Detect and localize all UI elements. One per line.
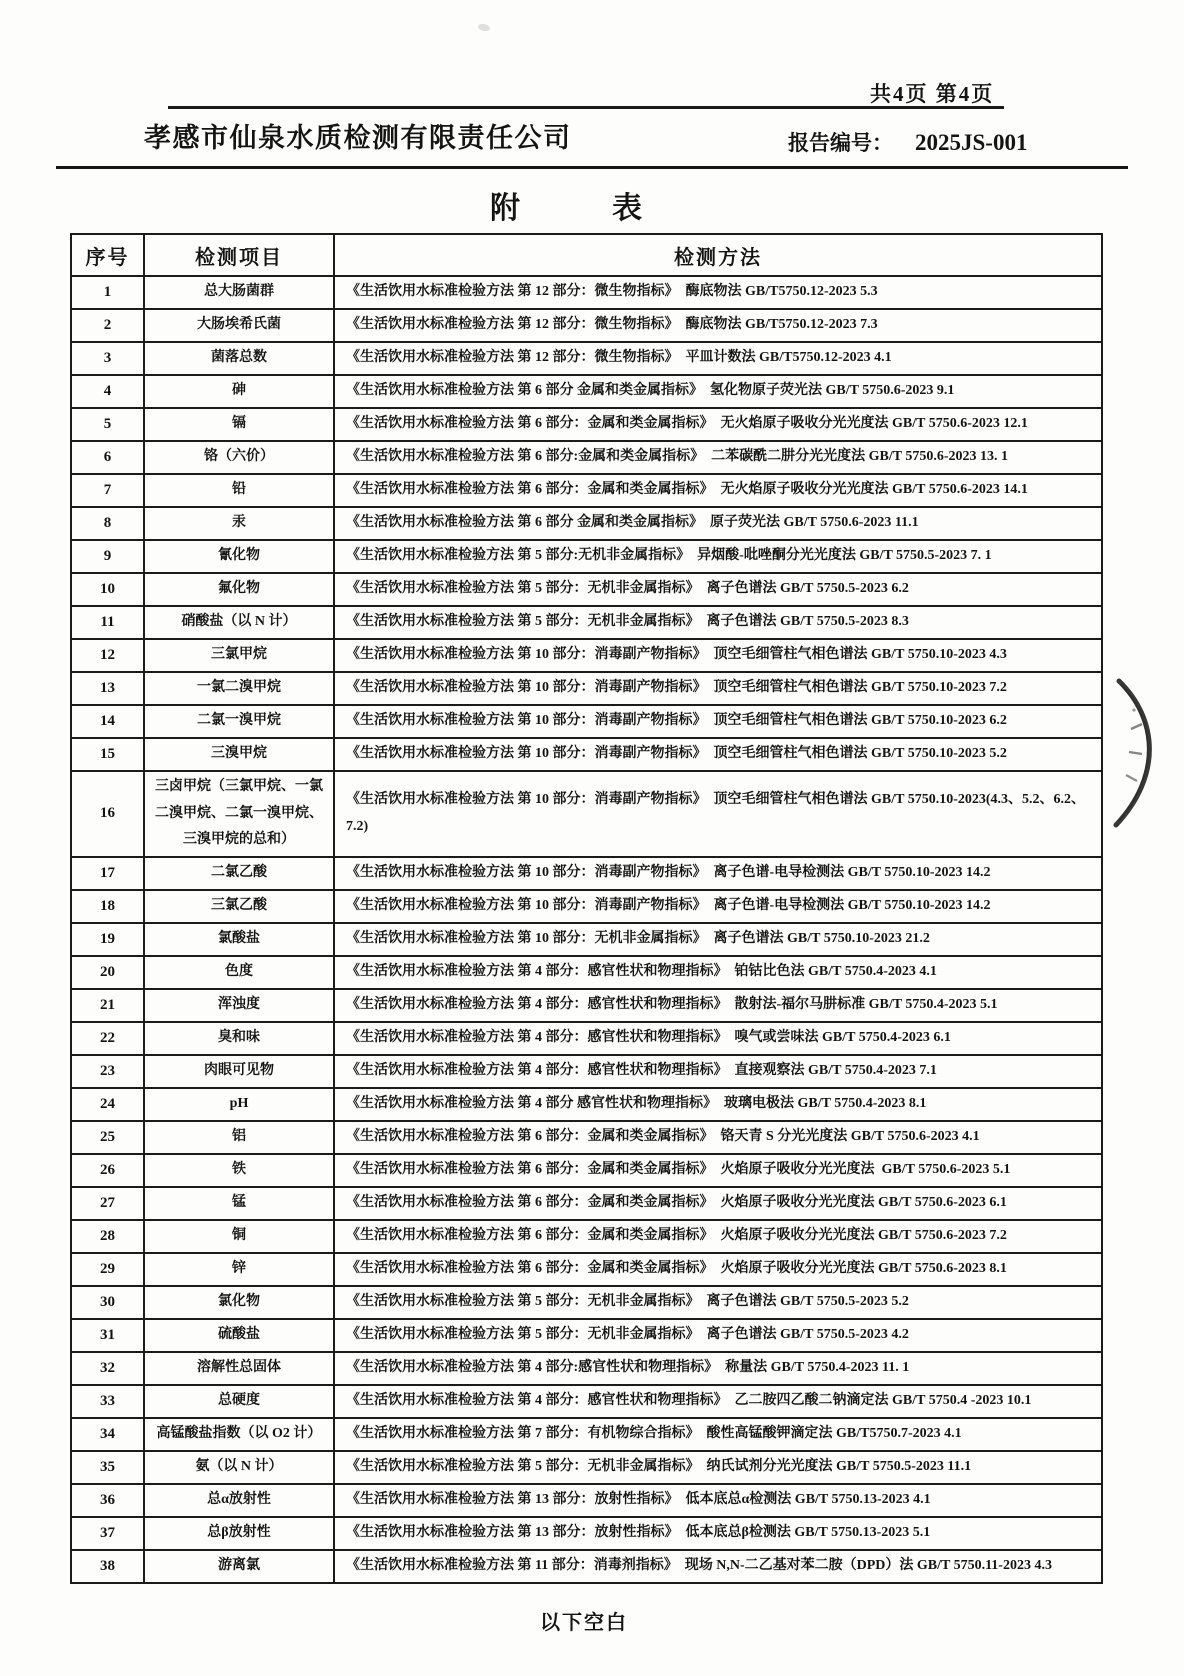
test-method: 《生活饮用水标准检验方法 第 4 部分：感官性状和物理指标》 铂钴比色法 GB/T 5750.4-2023 4.1 — [334, 956, 1102, 989]
test-item-name: 砷 — [144, 375, 334, 408]
table-row — [71, 771, 1102, 857]
test-method: 《生活饮用水标准检验方法 第 11 部分：消毒剂指标》 现场 N,N-二乙基对苯二胺（DPD）法 GB/T 5750.11-2023 4.3 — [334, 1550, 1102, 1583]
table-row — [71, 1451, 1102, 1484]
row-number: 24 — [71, 1088, 144, 1121]
test-method: 《生活饮用水标准检验方法 第 10 部分：消毒副产物指标》 顶空毛细管柱气相色谱法 GB/T 5750.10-2023 6.2 — [334, 705, 1102, 738]
test-method: 《生活饮用水标准检验方法 第 10 部分：消毒副产物指标》 顶空毛细管柱气相色谱法 GB/T 5750.10-2023 4.3 — [334, 639, 1102, 672]
test-item-name: 总β放射性 — [144, 1517, 334, 1550]
test-method: 《生活饮用水标准检验方法 第 5 部分：无机非金属指标》 离子色谱法 GB/T 5750.5-2023 5.2 — [334, 1286, 1102, 1319]
test-method: 《生活饮用水标准检验方法 第 12 部分：微生物指标》 平皿计数法 GB/T5750.12-2023 4.1 — [334, 342, 1102, 375]
test-method: 《生活饮用水标准检验方法 第 6 部分：金属和类金属指标》 无火焰原子吸收分光光度法 GB/T 5750.6-2023 12.1 — [334, 408, 1102, 441]
table-row — [71, 1484, 1102, 1517]
row-number: 27 — [71, 1187, 144, 1220]
column-header-no: 序号 — [71, 234, 144, 276]
table-row — [71, 1220, 1102, 1253]
table-row — [71, 375, 1102, 408]
table-row — [71, 738, 1102, 771]
table-row — [71, 956, 1102, 989]
table-row — [71, 923, 1102, 956]
test-method: 《生活饮用水标准检验方法 第 6 部分：金属和类金属指标》 火焰原子吸收分光光度法 GB/T 5750.6-2023 5.1 — [334, 1154, 1102, 1187]
row-number: 31 — [71, 1319, 144, 1352]
test-item-name: 二氯一溴甲烷 — [144, 705, 334, 738]
table-row — [71, 672, 1102, 705]
test-method: 《生活饮用水标准检验方法 第 5 部分：无机非金属指标》 离子色谱法 GB/T 5750.5-2023 6.2 — [334, 573, 1102, 606]
test-method: 《生活饮用水标准检验方法 第 6 部分：金属和类金属指标》 火焰原子吸收分光光度法 GB/T 5750.6-2023 7.2 — [334, 1220, 1102, 1253]
test-item-name: 三卤甲烷（三氯甲烷、一氯二溴甲烷、二氯一溴甲烷、三溴甲烷的总和） — [144, 771, 334, 857]
test-item-name: 三氯甲烷 — [144, 639, 334, 672]
table-row — [71, 1022, 1102, 1055]
column-header-method: 检测方法 — [334, 234, 1102, 276]
row-number: 3 — [71, 342, 144, 375]
test-item-name: 菌落总数 — [144, 342, 334, 375]
test-item-name: 三氯乙酸 — [144, 890, 334, 923]
table-row — [71, 639, 1102, 672]
test-item-name: 铜 — [144, 1220, 334, 1253]
row-number: 23 — [71, 1055, 144, 1088]
row-number: 6 — [71, 441, 144, 474]
page-title — [490, 183, 642, 227]
test-method: 《生活饮用水标准检验方法 第 5 部分：无机非金属指标》 离子色谱法 GB/T 5750.5-2023 4.2 — [334, 1319, 1102, 1352]
report-number-value: 2025JS-001 — [915, 130, 1028, 155]
report-number-line — [788, 127, 1027, 157]
test-item-name: 锌 — [144, 1253, 334, 1286]
test-item-name: 氯化物 — [144, 1286, 334, 1319]
test-method: 《生活饮用水标准检验方法 第 6 部分 金属和类金属指标》 氢化物原子荧光法 GB/T 5750.6-2023 9.1 — [334, 375, 1102, 408]
test-method: 《生活饮用水标准检验方法 第 4 部分：感官性状和物理指标》 嗅气或尝味法 GB/T 5750.4-2023 6.1 — [334, 1022, 1102, 1055]
table-row — [71, 540, 1102, 573]
row-number: 21 — [71, 989, 144, 1022]
row-number: 18 — [71, 890, 144, 923]
test-item-name: 总α放射性 — [144, 1484, 334, 1517]
page-title-char-2: 表 — [612, 192, 642, 225]
test-item-name: 铁 — [144, 1154, 334, 1187]
table-row — [71, 342, 1102, 375]
table-row — [71, 1385, 1102, 1418]
row-number: 20 — [71, 956, 144, 989]
test-item-name: 游离氯 — [144, 1550, 334, 1583]
column-header-item: 检测项目 — [144, 234, 334, 276]
table-row — [71, 507, 1102, 540]
row-number: 37 — [71, 1517, 144, 1550]
test-item-name: 高锰酸盐指数（以 O2 计） — [144, 1418, 334, 1451]
test-method: 《生活饮用水标准检验方法 第 10 部分：消毒副产物指标》 顶空毛细管柱气相色谱法 GB/T 5750.10-2023 5.2 — [334, 738, 1102, 771]
table-row — [71, 1253, 1102, 1286]
header-divider-top — [168, 106, 1004, 109]
table-row — [71, 1319, 1102, 1352]
test-item-name: 色度 — [144, 956, 334, 989]
row-number: 7 — [71, 474, 144, 507]
table-row — [71, 1286, 1102, 1319]
test-item-name: 铅 — [144, 474, 334, 507]
test-method: 《生活饮用水标准检验方法 第 4 部分：感官性状和物理指标》 乙二胺四乙酸二钠滴定法 GB/T 5750.4 -2023 10.1 — [334, 1385, 1102, 1418]
row-number: 38 — [71, 1550, 144, 1583]
test-method: 《生活饮用水标准检验方法 第 5 部分：无机非金属指标》 离子色谱法 GB/T 5750.5-2023 8.3 — [334, 606, 1102, 639]
table-row — [71, 1187, 1102, 1220]
test-method: 《生活饮用水标准检验方法 第 5 部分：无机非金属指标》 纳氏试剂分光光度法 GB/T 5750.5-2023 11.1 — [334, 1451, 1102, 1484]
test-item-name: 总大肠菌群 — [144, 276, 334, 309]
test-item-name: 二氯乙酸 — [144, 857, 334, 890]
test-method: 《生活饮用水标准检验方法 第 6 部分:金属和类金属指标》 二苯碳酰二肼分光光度法 GB/T 5750.6-2023 13. 1 — [334, 441, 1102, 474]
row-number: 26 — [71, 1154, 144, 1187]
test-item-name: 氟化物 — [144, 573, 334, 606]
row-number: 17 — [71, 857, 144, 890]
row-number: 22 — [71, 1022, 144, 1055]
table-row — [71, 989, 1102, 1022]
row-number: 34 — [71, 1418, 144, 1451]
row-number: 15 — [71, 738, 144, 771]
row-number: 25 — [71, 1121, 144, 1154]
row-number: 30 — [71, 1286, 144, 1319]
table-row — [71, 1154, 1102, 1187]
row-number: 8 — [71, 507, 144, 540]
test-method: 《生活饮用水标准检验方法 第 13 部分：放射性指标》 低本底总β检测法 GB/T 5750.13-2023 5.1 — [334, 1517, 1102, 1550]
table-row — [71, 441, 1102, 474]
row-number: 29 — [71, 1253, 144, 1286]
test-item-name: 硫酸盐 — [144, 1319, 334, 1352]
test-method: 《生活饮用水标准检验方法 第 13 部分：放射性指标》 低本底总α检测法 GB/T 5750.13-2023 4.1 — [334, 1484, 1102, 1517]
test-method: 《生活饮用水标准检验方法 第 4 部分:感官性状和物理指标》 称量法 GB/T 5750.4-2023 11. 1 — [334, 1352, 1102, 1385]
test-item-name: 镉 — [144, 408, 334, 441]
test-item-name: 三溴甲烷 — [144, 738, 334, 771]
table-row — [71, 573, 1102, 606]
test-method: 《生活饮用水标准检验方法 第 4 部分：感官性状和物理指标》 散射法-福尔马肼标准 GB/T 5750.4-2023 5.1 — [334, 989, 1102, 1022]
row-number: 35 — [71, 1451, 144, 1484]
test-item-name: 一氯二溴甲烷 — [144, 672, 334, 705]
test-item-name: 氨（以 N 计） — [144, 1451, 334, 1484]
test-item-name: 氯酸盐 — [144, 923, 334, 956]
test-method: 《生活饮用水标准检验方法 第 12 部分：微生物指标》 酶底物法 GB/T5750.12-2023 7.3 — [334, 309, 1102, 342]
row-number: 11 — [71, 606, 144, 639]
test-item-name: pH — [144, 1088, 334, 1121]
partial-seal-stamp-icon — [1104, 672, 1178, 836]
test-methods-table — [70, 233, 1103, 1584]
row-number: 28 — [71, 1220, 144, 1253]
report-number-label: 报告编号： — [788, 132, 893, 155]
test-item-name: 锰 — [144, 1187, 334, 1220]
table-row — [71, 1121, 1102, 1154]
test-method: 《生活饮用水标准检验方法 第 6 部分：金属和类金属指标》 火焰原子吸收分光光度法 GB/T 5750.6-2023 8.1 — [334, 1253, 1102, 1286]
test-method: 《生活饮用水标准检验方法 第 4 部分 感官性状和物理指标》 玻璃电极法 GB/T 5750.4-2023 8.1 — [334, 1088, 1102, 1121]
row-number: 36 — [71, 1484, 144, 1517]
table-row — [71, 474, 1102, 507]
test-item-name: 总硬度 — [144, 1385, 334, 1418]
row-number: 19 — [71, 923, 144, 956]
company-name: 孝感市仙泉水质检测有限责任公司 — [144, 123, 572, 153]
test-item-name: 硝酸盐（以 N 计） — [144, 606, 334, 639]
test-method: 《生活饮用水标准检验方法 第 6 部分：金属和类金属指标》 无火焰原子吸收分光光度法 GB/T 5750.6-2023 14.1 — [334, 474, 1102, 507]
test-method: 《生活饮用水标准检验方法 第 10 部分：无机非金属指标》 离子色谱法 GB/T 5750.10-2023 21.2 — [334, 923, 1102, 956]
test-item-name: 溶解性总固体 — [144, 1352, 334, 1385]
table-row — [71, 276, 1102, 309]
test-item-name: 浑浊度 — [144, 989, 334, 1022]
test-method: 《生活饮用水标准检验方法 第 7 部分：有机物综合指标》 酸性高锰酸钾滴定法 GB/T5750.7-2023 4.1 — [334, 1418, 1102, 1451]
table-row — [71, 408, 1102, 441]
table-row — [71, 1088, 1102, 1121]
test-method: 《生活饮用水标准检验方法 第 10 部分：消毒副产物指标》 离子色谱-电导检测法 GB/T 5750.10-2023 14.2 — [334, 890, 1102, 923]
row-number: 1 — [71, 276, 144, 309]
table-row — [71, 1418, 1102, 1451]
row-number: 13 — [71, 672, 144, 705]
page-number-label: 共4页 第4页 — [870, 82, 995, 106]
test-item-name: 臭和味 — [144, 1022, 334, 1055]
row-number: 16 — [71, 771, 144, 857]
test-item-name: 铬（六价） — [144, 441, 334, 474]
test-method: 《生活饮用水标准检验方法 第 10 部分：消毒副产物指标》 离子色谱-电导检测法 GB/T 5750.10-2023 14.2 — [334, 857, 1102, 890]
test-method: 《生活饮用水标准检验方法 第 10 部分：消毒副产物指标》 顶空毛细管柱气相色谱法 GB/T 5750.10-2023(4.3、5.2、6.2、7.2) — [334, 771, 1102, 857]
test-item-name: 大肠埃希氏菌 — [144, 309, 334, 342]
header-divider-bottom — [56, 166, 1128, 169]
test-method: 《生活饮用水标准检验方法 第 5 部分:无机非金属指标》 异烟酸-吡唑酮分光光度法 GB/T 5750.5-2023 7. 1 — [334, 540, 1102, 573]
row-number: 4 — [71, 375, 144, 408]
test-item-name: 铝 — [144, 1121, 334, 1154]
test-item-name: 汞 — [144, 507, 334, 540]
row-number: 32 — [71, 1352, 144, 1385]
table-row — [71, 857, 1102, 890]
table-row — [71, 1550, 1102, 1583]
page-title-char-1: 附 — [490, 192, 520, 225]
table-row — [71, 606, 1102, 639]
row-number: 2 — [71, 309, 144, 342]
footer-note: 以下空白 — [540, 1612, 628, 1634]
test-method: 《生活饮用水标准检验方法 第 12 部分：微生物指标》 酶底物法 GB/T5750.12-2023 5.3 — [334, 276, 1102, 309]
table-row — [71, 705, 1102, 738]
row-number: 14 — [71, 705, 144, 738]
row-number: 10 — [71, 573, 144, 606]
table-row — [71, 1352, 1102, 1385]
test-method: 《生活饮用水标准检验方法 第 6 部分：金属和类金属指标》 火焰原子吸收分光光度法 GB/T 5750.6-2023 6.1 — [334, 1187, 1102, 1220]
test-method: 《生活饮用水标准检验方法 第 6 部分：金属和类金属指标》 铬天青 S 分光光度法 GB/T 5750.6-2023 4.1 — [334, 1121, 1102, 1154]
table-row — [71, 1517, 1102, 1550]
row-number: 9 — [71, 540, 144, 573]
row-number: 5 — [71, 408, 144, 441]
row-number: 12 — [71, 639, 144, 672]
table-row — [71, 309, 1102, 342]
scan-artifact — [477, 23, 490, 32]
test-method: 《生活饮用水标准检验方法 第 10 部分：消毒副产物指标》 顶空毛细管柱气相色谱法 GB/T 5750.10-2023 7.2 — [334, 672, 1102, 705]
test-item-name: 肉眼可见物 — [144, 1055, 334, 1088]
table-row — [71, 1055, 1102, 1088]
table-row — [71, 890, 1102, 923]
row-number: 33 — [71, 1385, 144, 1418]
test-method: 《生活饮用水标准检验方法 第 6 部分 金属和类金属指标》 原子荧光法 GB/T 5750.6-2023 11.1 — [334, 507, 1102, 540]
table-header-row — [71, 234, 1102, 276]
test-method: 《生活饮用水标准检验方法 第 4 部分：感官性状和物理指标》 直接观察法 GB/T 5750.4-2023 7.1 — [334, 1055, 1102, 1088]
test-item-name: 氰化物 — [144, 540, 334, 573]
